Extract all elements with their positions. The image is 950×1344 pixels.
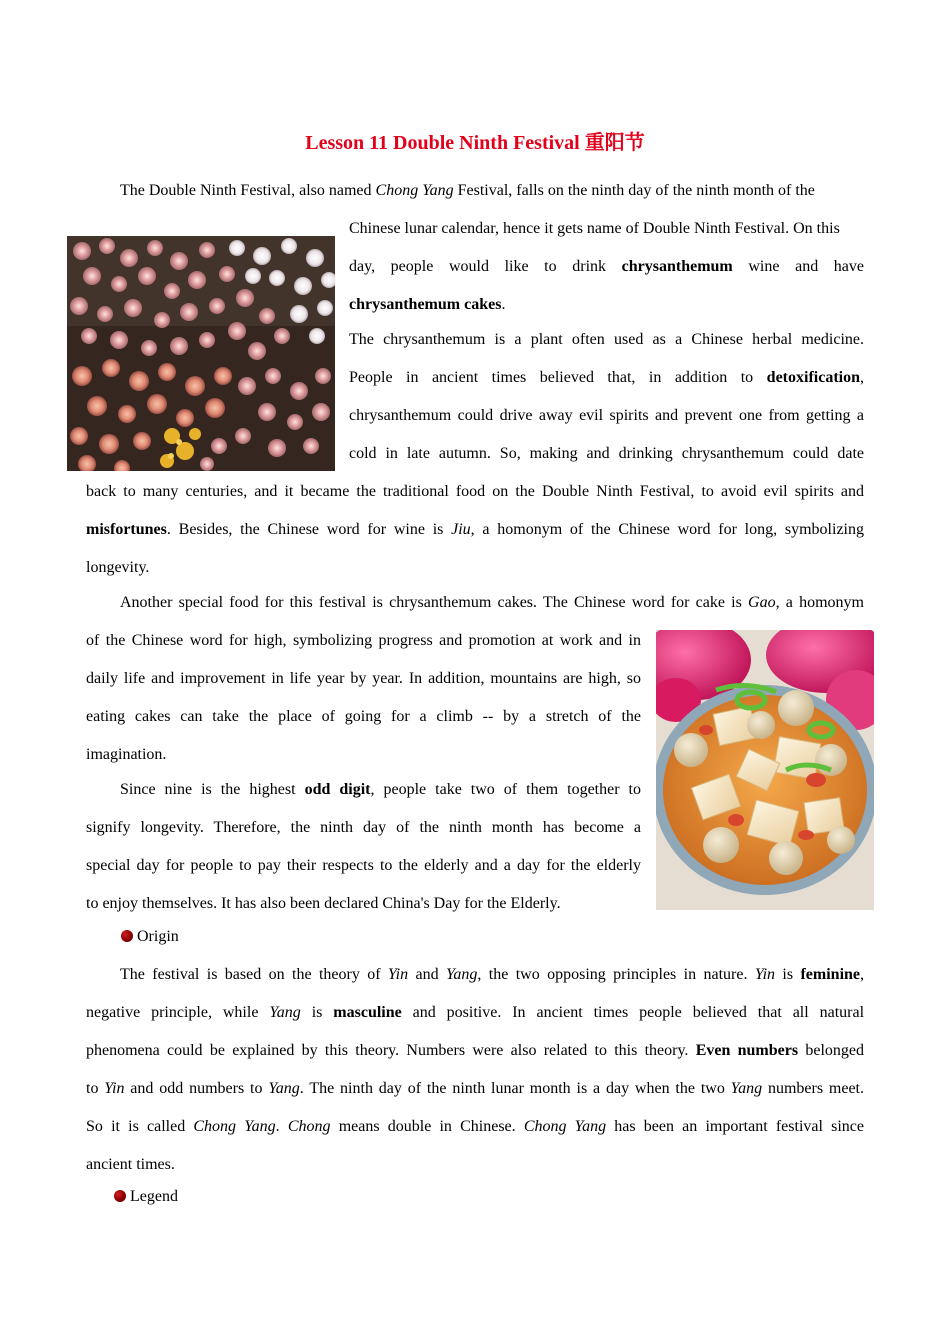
term-odd-digit: odd digit: [304, 781, 371, 798]
term-masculine: masculine: [333, 1004, 402, 1021]
p1-line-3: [349, 256, 864, 278]
food-bowl-photo: [656, 630, 874, 910]
text-span: and odd numbers to: [124, 1080, 269, 1097]
chrysanthemum-photo: [67, 236, 335, 471]
p2-line-5: back to many centuries, and it became the traditional food on the Double Ninth Festival, to avoid evil spirits and: [86, 483, 864, 500]
text-span: is: [775, 966, 801, 983]
term-chrysanthemum-cakes: chrysanthemum cakes: [349, 296, 502, 313]
text-span: .: [275, 1118, 288, 1135]
text-span: ,: [860, 966, 865, 983]
text-span: ,: [860, 369, 864, 386]
text-span: is: [300, 1004, 334, 1021]
p5-line-6: ancient times.: [86, 1156, 175, 1173]
term-yang: Yang: [268, 1080, 300, 1097]
p3-line-3: daily life and improvement in life year by year. In addition, mountains are high, so: [86, 670, 641, 687]
text-span: Festival, falls on the ninth day of the ninth month of the: [453, 182, 815, 199]
text-span: has been an important festival since: [606, 1118, 864, 1135]
term-detoxification: detoxification: [766, 369, 860, 386]
p2-line-3: chrysanthemum could drive away evil spirits and prevent one from getting a: [349, 407, 864, 424]
text-span: phenomena could be explained by this theory. Numbers were also related to this theory.: [86, 1042, 696, 1059]
legend-heading-label: Legend: [130, 1188, 178, 1205]
p5-line-1: [86, 964, 864, 986]
text-span: negative principle, while: [86, 1004, 270, 1021]
text-span: People in ancient times believed that, in addition to: [349, 369, 767, 386]
term-yin: Yin: [387, 966, 409, 983]
text-span: numbers meet.: [762, 1080, 864, 1097]
text-span: .: [501, 296, 506, 313]
p1-line-1: [86, 180, 864, 202]
text-span: . The ninth day of the ninth lunar month is a day when the two: [299, 1080, 731, 1097]
term-jiu: Jiu: [451, 521, 471, 538]
p2-line-4: cold in late autumn. So, making and drinking chrysanthemum could date: [349, 445, 864, 462]
term-chong: Chong: [287, 1118, 331, 1135]
p2-line-2: [349, 367, 864, 389]
legend-heading: [114, 1186, 178, 1208]
bullet-dot-icon: [114, 1190, 126, 1202]
p3-line-2: of the Chinese word for high, symbolizing progress and promotion at work and in: [86, 632, 641, 649]
lesson-title: Lesson 11 Double Ninth Festival 重阳节: [305, 132, 645, 154]
term-yin: Yin: [754, 966, 776, 983]
p5-line-2: [86, 1002, 864, 1024]
text-span: wine and have: [732, 258, 865, 275]
term-yang: Yang: [269, 1004, 301, 1021]
term-feminine: feminine: [800, 966, 861, 983]
term-chong-yang: Chong Yang: [375, 182, 454, 199]
text-span: belonged: [798, 1042, 865, 1059]
p4-line-2: signify longevity. Therefore, the ninth day of the ninth month has become a: [86, 819, 641, 836]
term-gao: Gao: [748, 594, 776, 611]
text-span: and positive. In ancient times people believed that all natural: [401, 1004, 865, 1021]
p3-line-1: [86, 592, 864, 614]
p4-line-1: [86, 779, 641, 801]
text-span: , a homonym: [775, 594, 864, 611]
bullet-dot-icon: [121, 930, 133, 942]
p4-line-3: special day for people to pay their respects to the elderly and a day for the elderly: [86, 857, 641, 874]
term-chong-yang: Chong Yang: [523, 1118, 607, 1135]
p3-line-5: imagination.: [86, 746, 167, 763]
origin-heading: [121, 926, 179, 948]
p5-line-4: [86, 1078, 864, 1100]
p3-line-4: eating cakes can take the place of going for a climb -- by a stretch of the: [86, 708, 641, 725]
text-span: and: [408, 966, 446, 983]
text-span: . Besides, the Chinese word for wine is: [166, 521, 452, 538]
term-chong-yang: Chong Yang: [193, 1118, 276, 1135]
p1-line-4: [349, 294, 864, 316]
p1-line-2: Chinese lunar calendar, hence it gets name of Double Ninth Festival. On this: [349, 220, 840, 237]
p2-line-7: longevity.: [86, 559, 150, 576]
text-span: The Double Ninth Festival, also named: [120, 182, 376, 199]
p4-line-4: to enjoy themselves. It has also been declared China's Day for the Elderly.: [86, 895, 561, 912]
term-yang: Yang: [730, 1080, 763, 1097]
text-span: Since nine is the highest: [120, 781, 305, 798]
text-span: So it is called: [86, 1118, 194, 1135]
text-span: means double in Chinese.: [330, 1118, 524, 1135]
p5-line-3: [86, 1040, 864, 1062]
text-span: day, people would like to drink: [349, 258, 622, 275]
text-span: , people take two of them together to: [370, 781, 642, 798]
text-span: , a homonym of the Chinese word for long, symbolizing: [470, 521, 864, 538]
p5-line-5: [86, 1116, 864, 1138]
p2-line-1: The chrysanthemum is a plant often used as a Chinese herbal medicine.: [349, 331, 864, 348]
term-chrysanthemum: chrysanthemum: [621, 258, 733, 275]
text-span: , the two opposing principles in nature.: [477, 966, 755, 983]
p2-line-6: [86, 519, 864, 541]
text-span: The festival is based on the theory of: [120, 966, 388, 983]
term-misfortunes: misfortunes: [86, 521, 167, 538]
term-yin: Yin: [104, 1080, 125, 1097]
origin-heading-label: Origin: [137, 928, 179, 945]
text-span: Another special food for this festival is chrysanthemum cakes. The Chinese word for cake is: [120, 594, 749, 611]
text-span: to: [86, 1080, 105, 1097]
term-even-numbers: Even numbers: [695, 1042, 799, 1059]
term-yang: Yang: [445, 966, 478, 983]
